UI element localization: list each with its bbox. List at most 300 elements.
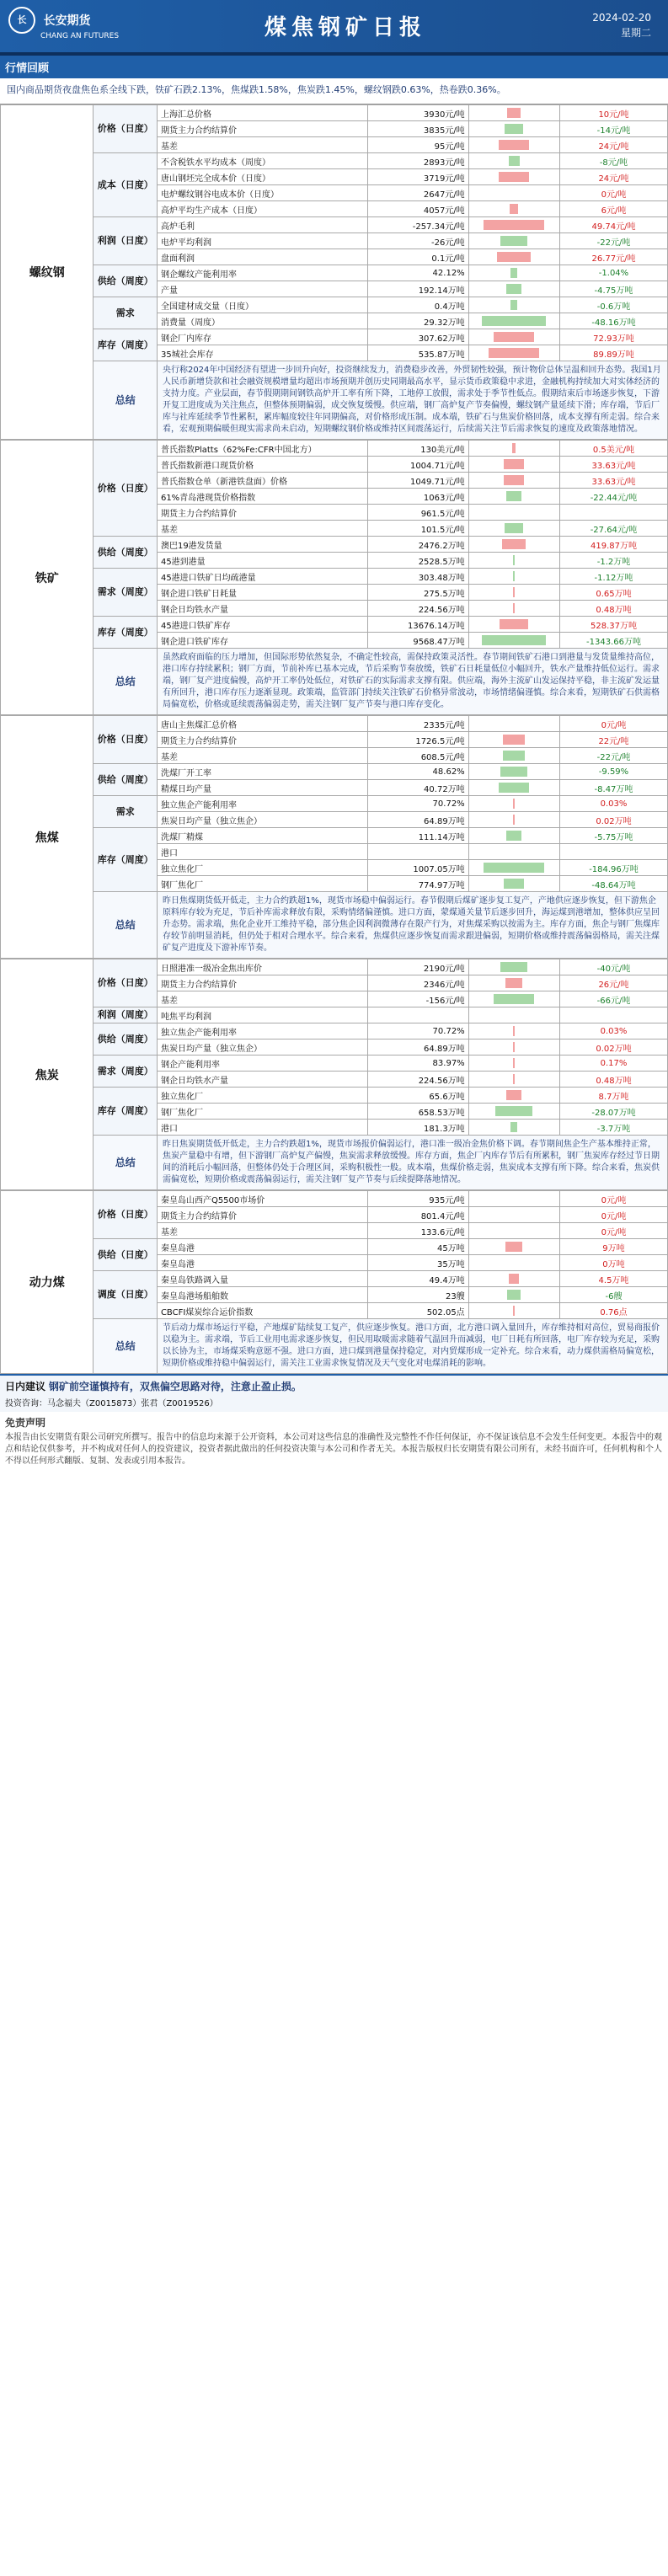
indicator-value: 65.6万吨 <box>368 1088 468 1104</box>
change-value: -66元/吨 <box>559 991 667 1007</box>
change-bar <box>504 475 524 485</box>
indicator-value: -26元/吨 <box>368 233 468 249</box>
change-bar-cell <box>468 249 559 265</box>
indicator-name: 电炉平均利润 <box>157 233 368 249</box>
change-bar-cell <box>468 473 559 489</box>
daily-advice-text: 钢矿前空谨慎持有，双焦偏空思路对待，注意止盈止损。 <box>48 1381 302 1392</box>
change-value: 8.7万吨 <box>559 1088 667 1104</box>
group-label: 供给（周度） <box>94 1023 157 1056</box>
change-value: 419.87万吨 <box>559 537 667 553</box>
table-row <box>1 153 668 169</box>
group-label: 成本（日度） <box>94 153 157 217</box>
change-value: -28.07万吨 <box>559 1104 667 1120</box>
indicator-name: 期货主力合约结算价 <box>157 505 368 521</box>
group-label: 库存（周度） <box>94 329 157 361</box>
summary-text: 节后动力煤市场运行平稳，产地煤矿陆续复工复产，供应逐步恢复。港口方面，北方港口调入量回升，库存维持相对高位，贸易商报价以稳为主。需求端，节后工业用电需求逐步恢复，但民用取暖需求随着气温回升而减弱，电厂日耗有所回落，电厂库存较为充足，采购以长协为主，市场煤采购意愿不强。进口方面，进口煤到港量保持稳定，对内贸煤形成一定补充。综合来看，动力煤供需格局偏宽松，短期价格或维持稳中偏弱运行，需关注工业需求恢复情况及天气变化对电煤消耗的影响。 <box>157 1319 667 1374</box>
indicator-name: 日照港准一级冶金焦出库价 <box>157 959 368 975</box>
change-bar-cell <box>468 876 559 892</box>
indicator-name: 独立焦化厂 <box>157 1088 368 1104</box>
change-bar <box>509 156 520 166</box>
logo-mark-icon: 长 <box>8 7 35 34</box>
change-bar <box>506 284 521 294</box>
change-bar-cell <box>468 1287 559 1303</box>
change-bar <box>506 491 521 501</box>
indicator-value: 961.5元/吨 <box>368 505 468 521</box>
change-bar <box>510 204 518 214</box>
change-bar-cell <box>468 1007 559 1023</box>
indicator-name: 洗煤厂精煤 <box>157 828 368 844</box>
indicator-value: 45万吨 <box>368 1239 468 1255</box>
indicator-name: 45港到港量 <box>157 553 368 569</box>
section-label: 焦煤 <box>1 716 94 959</box>
summary-text: 央行称2024年中国经济有望进一步回升向好，投资继续发力，消费稳步改善，外贸韧性较强，预计物价总体呈温和回升态势。我国1月人民币新增贷款和社会融资规模增量均超出市场预期并创历史同期最高水平，显示货币政策稳中求进，金融机构持续加大对实体经济的支持力度。产业层面，春节假期期间钢铁高炉开工率有所下降，工地停工放假，需求处于季节性低点。假期结束后市场逐步恢复，下游开复工进度成为关注焦点，但整体预期偏弱，成交恢复缓慢。供应端，钢厂高炉复产节奏偏慢，螺纹钢产量延续下滑；库存端，节后厂库与社库延续季节性累积，累库幅度较往年同期偏高，对价格形成压制。成本端，铁矿石与焦炭价格回落，成本支撑有所走弱。综合来看，宏观预期偏暖但现实需求尚未启动，短期螺纹钢价格或维持区间震荡运行，后续需关注节后需求恢复的速度及政策落地情况。 <box>157 361 667 440</box>
group-label: 需求 <box>94 796 157 828</box>
indicator-value: 83.97% <box>368 1056 468 1072</box>
change-bar <box>503 735 525 745</box>
group-label: 供给（日度） <box>94 1239 157 1271</box>
market-review-title: 行情回顾 <box>0 54 668 78</box>
indicator-value: 275.5万吨 <box>368 585 468 601</box>
summary-row <box>1 892 668 959</box>
change-bar-cell <box>468 991 559 1007</box>
daily-advice-label: 日内建议 <box>5 1381 46 1392</box>
indicator-value: 1726.5元/吨 <box>368 732 468 748</box>
table-row <box>1 537 668 553</box>
change-bar-cell <box>468 105 559 121</box>
indicator-name: 消费量（周度） <box>157 313 368 329</box>
indicator-name: 钢企进口铁矿日耗量 <box>157 585 368 601</box>
change-bar <box>507 1290 521 1300</box>
change-value: -9.59% <box>559 764 667 780</box>
change-value: -48.64万吨 <box>559 876 667 892</box>
indicator-name: 产量 <box>157 281 368 297</box>
change-bar-cell <box>468 601 559 617</box>
daily-advice <box>0 1374 668 1412</box>
change-bar <box>513 1058 515 1068</box>
change-value: 72.93万吨 <box>559 329 667 345</box>
change-bar-cell <box>468 553 559 569</box>
group-label: 需求 <box>94 297 157 329</box>
change-bar <box>512 443 516 453</box>
change-bar-cell <box>468 1088 559 1104</box>
indicator-value: 2893元/吨 <box>368 153 468 169</box>
change-bar-cell <box>468 716 559 732</box>
indicator-name: 钢企厂内库存 <box>157 329 368 345</box>
group-label: 供给（周度） <box>94 764 157 796</box>
indicator-name: 独立焦企产能利用率 <box>157 796 368 812</box>
indicator-name: 基差 <box>157 521 368 537</box>
indicator-value: 29.32万吨 <box>368 313 468 329</box>
change-bar-cell <box>468 1239 559 1255</box>
change-bar-cell <box>468 780 559 796</box>
change-bar-cell <box>468 1207 559 1223</box>
section-table-2 <box>0 715 668 959</box>
summary-text: 昨日焦煤期货低开低走，主力合约跌超1%，现货市场稳中偏弱运行。春节假期后煤矿逐步复工复产，产地供应逐步恢复，但下游焦企原料库存较为充足，节后补库需求释放有限，采购情绪偏谨慎。进口方面，蒙煤通关量节后逐步回升，海运煤到港增加，整体供应呈回升态势。需求端，焦化企业开工维持平稳，部分焦企因利润微薄存在限产行为，对焦煤采购以按需为主。库存方面，焦企与钢厂焦煤库存较节前明显消耗，但仍处于相对合理水平。综合来看，焦煤供应逐步恢复而需求跟进偏弱，短期价格或维持震荡偏弱格局，需关注煤矿复产进度及下游补库节奏。 <box>157 892 667 959</box>
indicator-value: 13676.14万吨 <box>368 617 468 633</box>
indicator-value: 9568.47万吨 <box>368 633 468 649</box>
table-row <box>1 1191 668 1207</box>
change-bar <box>503 751 525 761</box>
change-bar <box>499 783 529 793</box>
change-bar <box>495 1106 532 1116</box>
table-row <box>1 217 668 233</box>
indicator-value: -257.34元/吨 <box>368 217 468 233</box>
change-bar-cell <box>468 617 559 633</box>
change-bar <box>502 539 526 549</box>
company-logo <box>8 7 143 44</box>
indicator-name: 期货主力合约结算价 <box>157 975 368 991</box>
change-value: 0.03% <box>559 1023 667 1039</box>
change-bar <box>497 252 531 262</box>
table-row <box>1 764 668 780</box>
indicator-name: 基差 <box>157 748 368 764</box>
date-text: 2024-02-20 <box>592 12 651 24</box>
indicator-name: 钢企进口铁矿库存 <box>157 633 368 649</box>
change-bar <box>504 459 524 469</box>
indicator-value: 95元/吨 <box>368 137 468 153</box>
indicator-name: 期货主力合约结算价 <box>157 1207 368 1223</box>
change-bar <box>484 220 544 230</box>
indicator-value: 1049.71元/吨 <box>368 473 468 489</box>
sections-container <box>0 104 668 1374</box>
indicator-name: 焦炭日均产量（独立焦企） <box>157 812 368 828</box>
change-value: 0万吨 <box>559 1255 667 1271</box>
analyst-text: 投资咨询：马念福夫（Z0015873）张君（Z0019526） <box>5 1399 218 1408</box>
indicator-name: 独立焦化厂 <box>157 860 368 876</box>
change-value: -48.16万吨 <box>559 313 667 329</box>
change-bar-cell <box>468 1271 559 1287</box>
change-value: -1343.66万吨 <box>559 633 667 649</box>
disclaimer-text: 本报告由长安期货有限公司研究所撰写。报告中的信息均来源于公开资料，本公司对这些信息的准确性及完整性不作任何保证，亦不保证该信息不会发生任何变更。本报告中的观点和结论仅供参考，并不构成对任何人的投资建议，投资者据此做出的任何投资决策与本公司和作者无关。本报告版权归长安期货有限公司所有，未经书面许可，任何机构和个人不得以任何形式翻版、复制、发表或引用本报告。 <box>5 1433 662 1466</box>
indicator-name: 钢企日均铁水产量 <box>157 1072 368 1088</box>
change-bar-cell <box>468 975 559 991</box>
change-bar-cell <box>468 1039 559 1056</box>
company-name-en: CHANG AN FUTURES <box>40 32 120 40</box>
change-value: 6元/吨 <box>559 201 667 217</box>
indicator-name: 秦皇岛港场船舶数 <box>157 1287 368 1303</box>
table-row <box>1 959 668 975</box>
market-review-text: 国内商品期货夜盘焦色系全线下跌，铁矿石跌2.13%，焦煤跌1.58%，焦炭跌1.45%，螺纹钢跌0.63%，热卷跌0.36%。 <box>0 78 668 104</box>
change-bar-cell <box>468 569 559 585</box>
indicator-value: 3719元/吨 <box>368 169 468 185</box>
summary-row <box>1 1136 668 1190</box>
change-bar <box>489 348 539 358</box>
summary-label: 总结 <box>94 361 157 440</box>
change-value: 0元/吨 <box>559 1191 667 1207</box>
summary-row <box>1 649 668 715</box>
table-row <box>1 297 668 313</box>
change-bar-cell <box>468 121 559 137</box>
group-label: 库存（周度） <box>94 828 157 892</box>
change-value: -22元/吨 <box>559 233 667 249</box>
change-bar-cell <box>468 345 559 361</box>
summary-text: 昨日焦炭期货低开低走，主力合约跌超1%，现货市场报价偏弱运行，港口准一级冶金焦价格下调。春节期间焦企生产基本维持正常，焦炭产量稳中有增，但下游钢厂高炉复产偏慢，焦炭需求释放缓慢。库存方面，焦企厂内库存节后有所累积，钢厂焦炭库存经过节日期间的消耗后小幅回落，但整体仍处于合理区间，采购积极性一般。成本端，焦煤价格走弱，焦炭成本支撑有所下降。综合来看，焦炭供需偏宽松，短期价格或震荡偏弱运行，需关注钢厂复产节奏与后续提降落地情况。 <box>157 1136 667 1190</box>
group-label: 库存（周度） <box>94 1088 157 1136</box>
summary-row <box>1 1319 668 1374</box>
indicator-name: 焦炭日均产量（独立焦企） <box>157 1039 368 1056</box>
group-label: 价格（日度） <box>94 105 157 153</box>
change-bar-cell <box>468 1072 559 1088</box>
change-value: -1.04% <box>559 265 667 281</box>
change-bar-cell <box>468 217 559 233</box>
change-bar-cell <box>468 959 559 975</box>
section-table-1 <box>0 440 668 715</box>
table-row <box>1 1239 668 1255</box>
indicator-name: 基差 <box>157 991 368 1007</box>
change-bar-cell <box>468 748 559 764</box>
indicator-value: 2528.5万吨 <box>368 553 468 569</box>
indicator-name: CBCFI煤炭综合运价指数 <box>157 1303 368 1319</box>
change-bar-cell <box>468 1104 559 1120</box>
change-bar-cell <box>468 521 559 537</box>
indicator-value: 130美元/吨 <box>368 441 468 457</box>
change-bar <box>507 108 521 118</box>
change-value <box>559 1007 667 1023</box>
indicator-value: 64.89万吨 <box>368 1039 468 1056</box>
change-bar-cell <box>468 313 559 329</box>
table-row <box>1 1271 668 1287</box>
summary-row <box>1 361 668 440</box>
indicator-name: 上海汇总价格 <box>157 105 368 121</box>
indicator-value: 133.6元/吨 <box>368 1223 468 1239</box>
change-value: 33.63元/吨 <box>559 473 667 489</box>
table-row <box>1 1023 668 1039</box>
change-bar-cell <box>468 633 559 649</box>
change-bar <box>513 815 515 825</box>
change-value: 24元/吨 <box>559 137 667 153</box>
section-table-0 <box>0 104 668 440</box>
indicator-name: 唐山钢坯完全成本价（日度） <box>157 169 368 185</box>
change-value: -4.75万吨 <box>559 281 667 297</box>
indicator-value: 101.5元/吨 <box>368 521 468 537</box>
indicator-name: 普氏指数Platts（62%Fe:CFR中国北方） <box>157 441 368 457</box>
change-value: 0元/吨 <box>559 185 667 201</box>
change-bar <box>513 555 515 565</box>
indicator-name: 钢企产能利用率 <box>157 1056 368 1072</box>
group-label: 库存（周度） <box>94 617 157 649</box>
change-value: 22元/吨 <box>559 732 667 748</box>
change-bar <box>482 635 546 645</box>
change-value: 26.77元/吨 <box>559 249 667 265</box>
change-bar <box>513 587 515 597</box>
change-bar-cell <box>468 1255 559 1271</box>
indicator-value: 70.72% <box>368 1023 468 1039</box>
indicator-value: 0.1元/吨 <box>368 249 468 265</box>
report-title: 煤焦钢矿日报 <box>264 15 426 40</box>
group-label: 价格（日度） <box>94 1191 157 1239</box>
change-bar <box>513 1306 515 1316</box>
indicator-name: 电炉螺纹钢谷电成本价（日度） <box>157 185 368 201</box>
change-value <box>559 505 667 521</box>
indicator-value: 535.87万吨 <box>368 345 468 361</box>
change-bar-cell <box>468 844 559 860</box>
indicator-value: 3835元/吨 <box>368 121 468 137</box>
change-bar <box>505 1242 522 1252</box>
indicator-name: 35城社会库存 <box>157 345 368 361</box>
group-label: 利润（周度） <box>94 1007 157 1023</box>
section-label: 动力煤 <box>1 1191 94 1374</box>
change-value <box>559 844 667 860</box>
indicator-value: 774.97万吨 <box>368 876 468 892</box>
section-label: 焦炭 <box>1 959 94 1190</box>
group-label: 价格（日度） <box>94 441 157 537</box>
summary-label: 总结 <box>94 892 157 959</box>
indicator-value: 801.4元/吨 <box>368 1207 468 1223</box>
group-label: 价格（日度） <box>94 716 157 764</box>
indicator-value <box>368 1007 468 1023</box>
change-bar <box>500 236 527 246</box>
indicator-value: 1063元/吨 <box>368 489 468 505</box>
indicator-value: 2335元/吨 <box>368 716 468 732</box>
change-value: -184.96万吨 <box>559 860 667 876</box>
table-row <box>1 105 668 121</box>
section-table-3 <box>0 959 668 1190</box>
indicator-name: 钢企螺纹产能利用率 <box>157 265 368 281</box>
change-bar <box>509 1274 519 1284</box>
indicator-name: 秦皇岛港 <box>157 1239 368 1255</box>
change-value: 0.65万吨 <box>559 585 667 601</box>
change-bar-cell <box>468 169 559 185</box>
change-bar <box>510 300 517 310</box>
report-header <box>0 0 668 54</box>
indicator-name: 钢企日均铁水产量 <box>157 601 368 617</box>
change-value: 0.03% <box>559 796 667 812</box>
change-bar-cell <box>468 732 559 748</box>
change-bar <box>513 1026 515 1036</box>
indicator-value: 64.89万吨 <box>368 812 468 828</box>
change-value: 0元/吨 <box>559 1223 667 1239</box>
indicator-value: 70.72% <box>368 796 468 812</box>
indicator-value: 2647元/吨 <box>368 185 468 201</box>
change-value: -22元/吨 <box>559 748 667 764</box>
change-value: 0.02万吨 <box>559 1039 667 1056</box>
change-bar-cell <box>468 1223 559 1239</box>
market-review <box>0 54 668 104</box>
table-row <box>1 1007 668 1023</box>
summary-label: 总结 <box>94 649 157 715</box>
change-bar <box>505 124 523 134</box>
change-value: 0.02万吨 <box>559 812 667 828</box>
table-row <box>1 569 668 585</box>
change-bar-cell <box>468 489 559 505</box>
table-row <box>1 329 668 345</box>
change-bar <box>506 831 521 841</box>
company-name: 长安期货 <box>43 14 91 28</box>
indicator-name: 高炉毛利 <box>157 217 368 233</box>
change-bar <box>505 523 523 533</box>
indicator-value: 2476.2万吨 <box>368 537 468 553</box>
change-value: 0.17% <box>559 1056 667 1072</box>
group-label: 需求（周度） <box>94 569 157 617</box>
indicator-value: 307.62万吨 <box>368 329 468 345</box>
change-bar-cell <box>468 1023 559 1039</box>
change-value: -3.7万吨 <box>559 1120 667 1136</box>
change-value: 10元/吨 <box>559 105 667 121</box>
indicator-value: 224.56万吨 <box>368 601 468 617</box>
indicator-name: 澳巴19港发货量 <box>157 537 368 553</box>
change-bar <box>513 1042 515 1052</box>
change-value: -8.47万吨 <box>559 780 667 796</box>
indicator-value: 42.12% <box>368 265 468 281</box>
change-bar <box>504 879 524 889</box>
indicator-name: 期货主力合约结算价 <box>157 121 368 137</box>
report-date <box>592 10 651 40</box>
indicator-name: 全国建材成交量（日度） <box>157 297 368 313</box>
change-bar-cell <box>468 233 559 249</box>
change-bar-cell <box>468 812 559 828</box>
change-bar-cell <box>468 1056 559 1072</box>
change-bar <box>510 268 517 278</box>
indicator-name: 61%青岛港现货价格指数 <box>157 489 368 505</box>
change-bar-cell <box>468 297 559 313</box>
summary-label: 总结 <box>94 1319 157 1374</box>
indicator-value: 49.4万吨 <box>368 1271 468 1287</box>
disclaimer <box>0 1412 668 1472</box>
indicator-value: 0.4万吨 <box>368 297 468 313</box>
change-bar-cell <box>468 201 559 217</box>
change-value: -40元/吨 <box>559 959 667 975</box>
indicator-name: 港口 <box>157 844 368 860</box>
indicator-name: 盘面利润 <box>157 249 368 265</box>
indicator-value: 303.48万吨 <box>368 569 468 585</box>
section-table-4 <box>0 1190 668 1374</box>
indicator-value: 502.05点 <box>368 1303 468 1319</box>
indicator-name: 普氏指数新港口现货价格 <box>157 457 368 473</box>
indicator-name: 钢厂焦化厂 <box>157 876 368 892</box>
change-value: -22.44元/吨 <box>559 489 667 505</box>
change-value: -0.6万吨 <box>559 297 667 313</box>
indicator-name: 秦皇岛山西产Q5500市场价 <box>157 1191 368 1207</box>
change-bar <box>510 1122 517 1132</box>
group-label: 价格（日度） <box>94 959 157 1007</box>
weekday-text: 星期二 <box>620 27 651 39</box>
change-bar <box>482 316 546 326</box>
section-label: 螺纹钢 <box>1 105 94 440</box>
section-label: 铁矿 <box>1 441 94 715</box>
indicator-name: 港口 <box>157 1120 368 1136</box>
change-value: 33.63元/吨 <box>559 457 667 473</box>
indicator-name: 基差 <box>157 137 368 153</box>
change-bar-cell <box>468 457 559 473</box>
change-bar <box>506 1090 521 1100</box>
change-value: -5.75万吨 <box>559 828 667 844</box>
change-value: 0元/吨 <box>559 716 667 732</box>
indicator-name: 秦皇岛铁路调入量 <box>157 1271 368 1287</box>
indicator-value: 608.5元/吨 <box>368 748 468 764</box>
change-bar <box>499 140 529 150</box>
indicator-name: 期货主力合约结算价 <box>157 732 368 748</box>
indicator-value: 658.53万吨 <box>368 1104 468 1120</box>
indicator-value: 935元/吨 <box>368 1191 468 1207</box>
change-bar-cell <box>468 441 559 457</box>
change-bar <box>500 619 528 629</box>
group-label: 供给（周度） <box>94 537 157 569</box>
disclaimer-title: 免责声明 <box>5 1417 46 1429</box>
change-value: -8元/吨 <box>559 153 667 169</box>
change-bar <box>505 978 522 988</box>
change-bar <box>513 799 515 809</box>
change-bar <box>500 962 527 972</box>
indicator-name: 精煤日均产量 <box>157 780 368 796</box>
indicator-value: 1007.05万吨 <box>368 860 468 876</box>
change-bar <box>494 332 534 342</box>
indicator-value: 224.56万吨 <box>368 1072 468 1088</box>
change-bar <box>499 172 529 182</box>
indicator-name: 45港进口铁矿库存 <box>157 617 368 633</box>
indicator-name: 唐山主焦煤汇总价格 <box>157 716 368 732</box>
change-bar-cell <box>468 505 559 521</box>
change-value: 9万吨 <box>559 1239 667 1255</box>
